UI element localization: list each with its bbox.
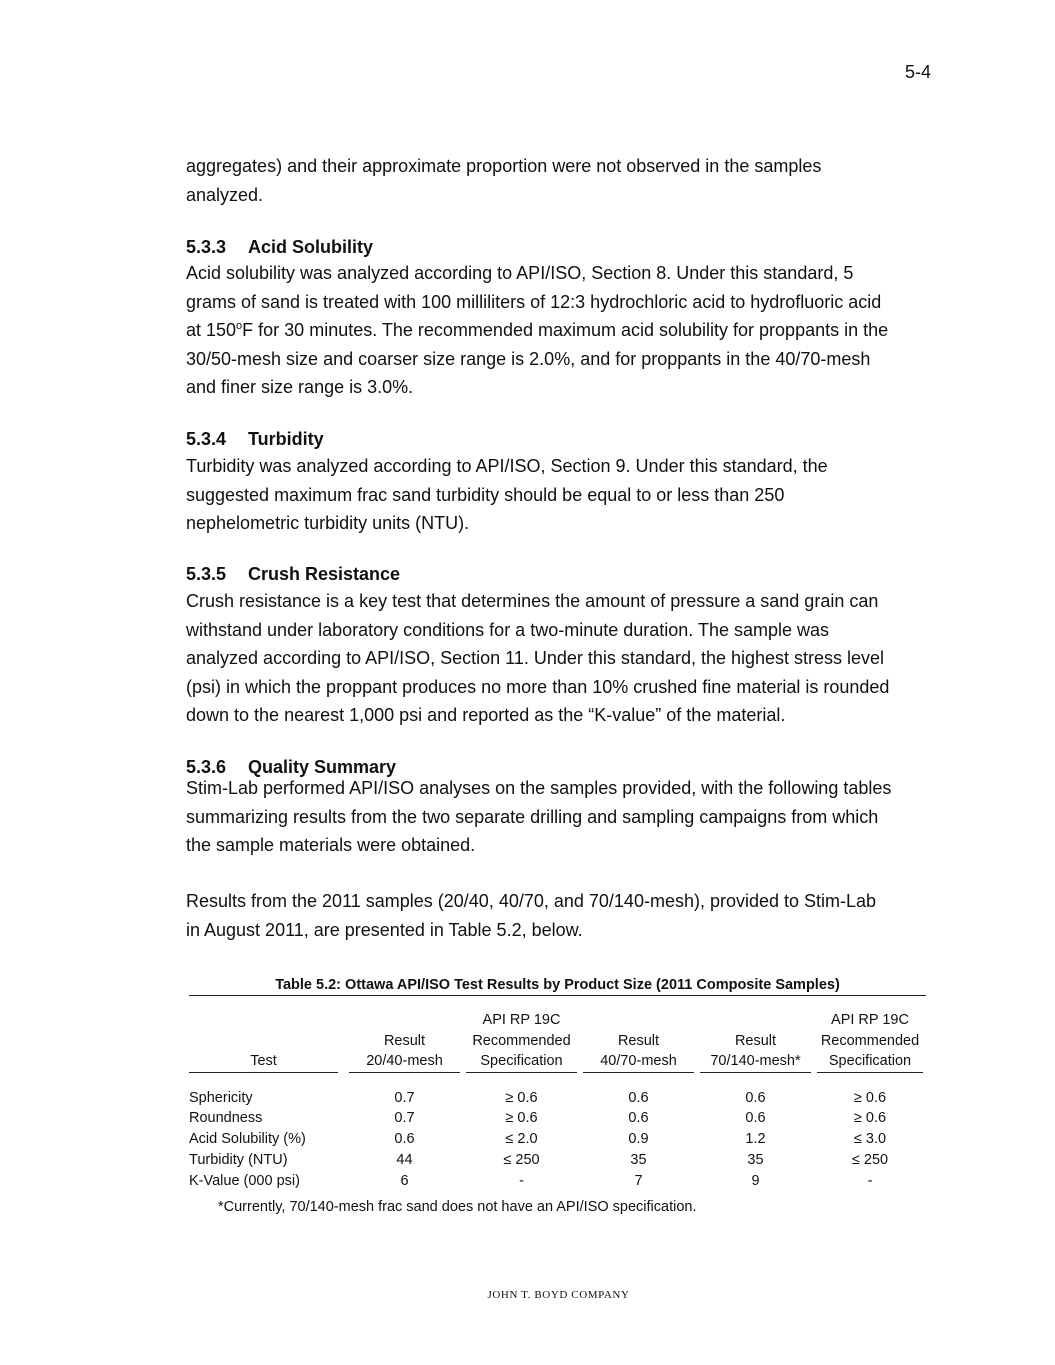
- paragraph-line: the sample materials were obtained.: [186, 835, 476, 856]
- page-number: 5-4: [904, 62, 931, 82]
- turbidity-paragraph: [186, 452, 946, 538]
- column-header-label: Test: [189, 1051, 338, 1073]
- table-row: [189, 1129, 926, 1150]
- paragraph-line: Stim-Lab performed API/ISO analyses on the samples provided, with the following tables: [186, 778, 892, 798]
- column-header-result-70-140: Result 70/140-mesh*: [697, 1010, 814, 1074]
- paragraph-line: suggested maximum frac sand turbidity should be equal to or less than 250: [186, 484, 785, 505]
- paragraph-line: (psi) in which the proppant produces no more than 10% crushed fine material is rounded: [186, 676, 890, 697]
- column-header-label: 40/70-mesh: [583, 1051, 694, 1073]
- column-header-test: [189, 1010, 346, 1074]
- table-row: [189, 1108, 926, 1129]
- page-footer: JOHN T. BOYD COMPANY: [487, 1289, 630, 1301]
- cell-value: ≤ 250: [851, 1151, 889, 1168]
- cell-value: ≥ 0.6: [505, 1089, 538, 1106]
- cell-value: 0.6: [745, 1089, 766, 1106]
- cell-value: 0.7: [394, 1110, 415, 1127]
- cell-value: 35: [630, 1151, 647, 1168]
- section-title: Crush Resistance: [248, 564, 401, 584]
- table-header-row: [189, 1010, 926, 1074]
- table-caption: Table 5.2: Ottawa API/ISO Test Results by Product Size (2011 Composite Samples): [189, 977, 926, 996]
- section-title: Acid Solubility: [248, 237, 374, 257]
- cell-value: -: [519, 1172, 524, 1189]
- paragraph-line: 30/50-mesh size and coarser size range is 2.0%, and for proppants in the 40/70-mesh: [186, 348, 871, 369]
- paragraph-line: analyzed according to API/ISO, Section 11. Under this standard, the highest stress level: [186, 648, 885, 669]
- paragraph-line: at 150$^o$F for 30 minutes. The recommended maximum acid solubility for proppants in the: [186, 320, 889, 341]
- cell-value: 0.7: [394, 1089, 415, 1106]
- cell-value: 7: [634, 1172, 643, 1189]
- cell-value: -: [867, 1172, 873, 1189]
- table-row: [189, 1150, 926, 1171]
- cell-value: ≥ 0.6: [505, 1110, 538, 1127]
- section-number: 5.3.5: [186, 564, 227, 584]
- results-table: [189, 1010, 926, 1191]
- cell-value: ≤ 250: [503, 1151, 540, 1168]
- paragraph-line: Acid solubility was analyzed according to API/ISO, Section 8. Under this standard, 5: [186, 263, 854, 283]
- section-number: 5.3.6: [186, 757, 227, 777]
- table-row: [189, 1088, 926, 1109]
- cell-value: 44: [396, 1151, 413, 1168]
- cell-value: ≥ 0.6: [853, 1089, 887, 1106]
- quality-summary-paragraph: [186, 774, 946, 860]
- cell-value: ≤ 3.0: [853, 1131, 887, 1148]
- section-heading-turbidity: [186, 428, 324, 450]
- paragraph-line: Turbidity was analyzed according to API/ISO, Section 9. Under this standard, the: [186, 456, 828, 476]
- crush-resistance-paragraph: [186, 587, 946, 730]
- cell-value: ≤ 2.0: [505, 1131, 538, 1148]
- column-header-spec-1: API RP 19C Recommended Specification: [463, 1010, 580, 1074]
- cell-value: 0.6: [628, 1089, 649, 1106]
- section-number: 5.3.4: [186, 429, 227, 449]
- paragraph-line: withstand under laboratory conditions for a two-minute duration. The sample was: [186, 619, 830, 640]
- intro-line: analyzed.: [186, 184, 264, 205]
- paragraph-line: summarizing results from the two separate drilling and sampling campaigns from which: [186, 806, 879, 827]
- paragraph-line: Results from the 2011 samples (20/40, 40/70, and 70/140-mesh), provided to Stim-Lab: [186, 891, 877, 911]
- cell-value: 35: [747, 1151, 764, 1168]
- column-header-result-40-70: Result 40/70-mesh: [580, 1010, 697, 1074]
- cell-value: 1.2: [745, 1131, 766, 1148]
- cell-test: K-Value (000 psi): [189, 1172, 300, 1189]
- paragraph-line: down to the nearest 1,000 psi and reported as the “K-value” of the material.: [186, 705, 786, 726]
- section-heading-acid-solubility: [186, 236, 373, 258]
- intro-paragraph: [186, 152, 946, 209]
- cell-value: ≥ 0.6: [853, 1110, 887, 1127]
- paragraph-line: in August 2011, are presented in Table 5.2, below.: [186, 919, 583, 940]
- paragraph-line: nephelometric turbidity units (NTU).: [186, 513, 470, 534]
- cell-test: Acid Solubility (%): [189, 1131, 306, 1148]
- column-header-result-20-40: Result 20/40-mesh: [346, 1010, 463, 1074]
- cell-test: Sphericity: [189, 1089, 253, 1106]
- section-number: 5.3.3: [186, 237, 227, 257]
- paragraph-line: Crush resistance is a key test that determines the amount of pressure a sand grain can: [186, 591, 879, 611]
- column-header-label: Specification: [466, 1051, 577, 1073]
- column-header-label: Specification: [817, 1051, 923, 1073]
- table-row: [189, 1171, 926, 1192]
- section-title: Turbidity: [248, 429, 324, 449]
- degree-superscript: o: [236, 320, 243, 333]
- intro-line: aggregates) and their approximate proportion were not observed in the samples: [186, 156, 822, 176]
- cell-value: 0.6: [394, 1131, 415, 1148]
- paragraph-line: grams of sand is treated with 100 milliliters of 12:3 hydrochloric acid to hydrofluoric acid: [186, 291, 882, 312]
- results-paragraph: [186, 887, 946, 944]
- acid-solubility-paragraph: [186, 259, 946, 402]
- cell-value: 9: [751, 1172, 760, 1189]
- cell-value: 0.6: [628, 1110, 649, 1127]
- cell-test: Turbidity (NTU): [189, 1151, 288, 1168]
- column-header-label: 70/140-mesh*: [700, 1051, 811, 1073]
- table-footnote: *Currently, 70/140-mesh frac sand does not have an API/ISO specification.: [218, 1199, 697, 1215]
- paragraph-line: and finer size range is 3.0%.: [186, 377, 414, 398]
- section-heading-crush-resistance: [186, 563, 400, 585]
- cell-value: 0.6: [745, 1110, 766, 1127]
- column-header-label: 20/40-mesh: [349, 1051, 460, 1073]
- section-title: Quality Summary: [248, 757, 397, 777]
- cell-value: 6: [400, 1172, 409, 1189]
- column-header-spec-2: API RP 19C Recommended Specification: [814, 1010, 926, 1074]
- cell-test: Roundness: [189, 1110, 263, 1127]
- cell-value: 0.9: [628, 1131, 649, 1148]
